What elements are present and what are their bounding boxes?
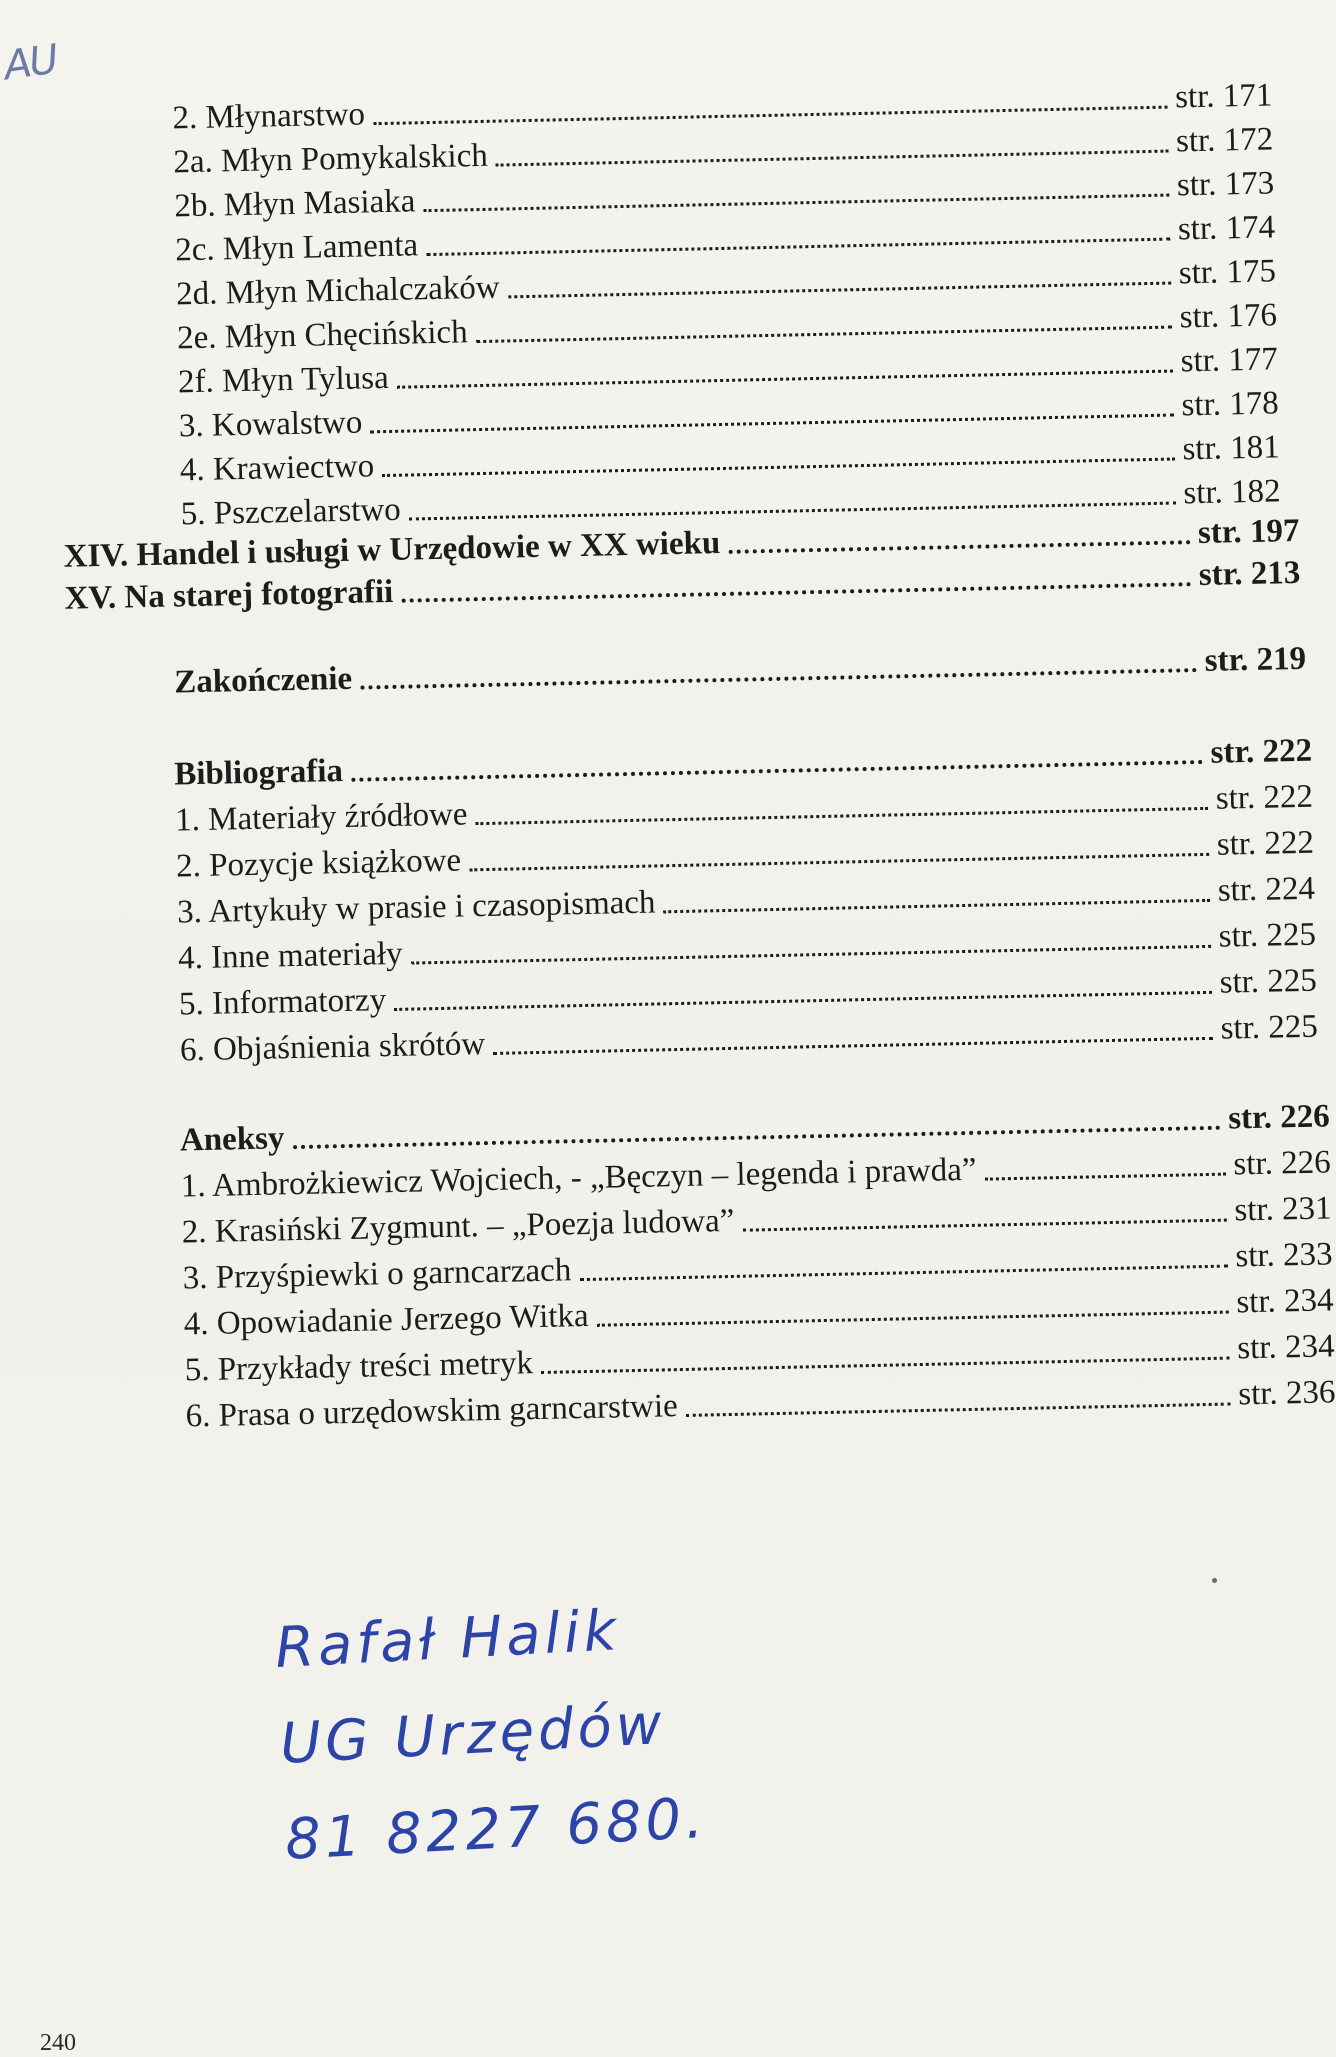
toc-entry-label: Zakończenie [173, 660, 353, 701]
toc-entry-label: 2. Krasiński Zygmunt. – „Poezja ludowa” [181, 1202, 735, 1251]
toc-entry-label: Bibliografia [173, 752, 344, 793]
toc-entry-label: 2. Młynarstwo [172, 96, 366, 137]
toc-entry-label: XV. Na starej fotografii [64, 573, 394, 617]
toc-entry-page: str. 233 [1235, 1236, 1333, 1275]
toc-entry-label: 5. Przykłady treści metryk [184, 1345, 534, 1389]
toc-entry-page: str. 231 [1234, 1190, 1332, 1229]
toc-entry-label: 1. Materiały źródłowe [174, 796, 468, 839]
dot-leader [664, 899, 1210, 913]
dot-leader [351, 760, 1203, 782]
toc-entry-page: str. 172 [1175, 121, 1274, 160]
dot-leader [743, 1219, 1227, 1232]
toc-entry-page: str. 234 [1236, 1328, 1335, 1367]
toc-entry-page: str. 222 [1210, 732, 1313, 771]
dot-leader [579, 1265, 1227, 1282]
toc-entry-label: 3. Przyśpiewki o garncarzach [182, 1252, 572, 1297]
dot-leader [728, 540, 1190, 554]
toc-entry-page: str. 174 [1177, 209, 1276, 248]
toc-entry-page: str. 226 [1227, 1098, 1331, 1137]
dot-leader [360, 668, 1197, 690]
toc-entry-page: str. 225 [1220, 1008, 1319, 1047]
dot-leader [469, 853, 1209, 871]
dot-leader [394, 991, 1212, 1011]
dot-leader [597, 1311, 1229, 1327]
toc-entry-label: XIV. Handel i usługi w Urzędowie w XX wieku [63, 525, 721, 575]
page-number: 240 [40, 2030, 76, 2056]
toc-entry-page: str. 219 [1204, 640, 1307, 679]
dot-leader [293, 1126, 1221, 1149]
dot-leader [373, 106, 1167, 126]
toc-entry-page: str. 173 [1176, 165, 1275, 204]
dot-leader [476, 807, 1208, 825]
dot-leader [476, 326, 1172, 344]
toc-entry-page: str. 226 [1233, 1144, 1332, 1183]
toc-entry-page: str. 171 [1174, 77, 1273, 116]
toc-entry-page: str. 224 [1217, 870, 1316, 909]
dot-leader [541, 1357, 1229, 1374]
dot-leader [397, 370, 1173, 389]
toc-entry-page: str. 234 [1235, 1282, 1334, 1321]
handwritten-office: UG Urzędów [278, 1691, 668, 1778]
dot-leader [508, 282, 1171, 299]
dot-leader [424, 194, 1170, 213]
toc-entry-page: str. 182 [1183, 473, 1281, 512]
toc-entry-label: 2f. Młyn Tylusa [177, 359, 390, 401]
toc-entry-page: str. 222 [1216, 824, 1315, 863]
toc-entry-label: 2c. Młyn Lamenta [174, 227, 419, 269]
toc-entry-page: str. 177 [1180, 341, 1279, 380]
dot-leader [686, 1403, 1231, 1417]
toc-entry-page: str. 222 [1215, 778, 1314, 817]
toc-entry-label: 2. Pozycje książkowe [175, 842, 462, 885]
toc-entry-label: 4. Inne materiały [177, 935, 403, 977]
toc-entry-label: 4. Opowiadanie Jerzego Witka [183, 1297, 590, 1343]
toc-entry-page: str. 176 [1179, 297, 1278, 336]
handwritten-name: Rafał Halik [273, 1598, 622, 1682]
toc-entry-label: Aneksy [179, 1120, 285, 1159]
dot-leader [426, 238, 1170, 257]
toc-entry-label: 3. Kowalstwo [178, 404, 363, 445]
toc-entry-label: 5. Informatorzy [178, 982, 387, 1023]
dot-leader [401, 582, 1191, 603]
toc-entry-label: 2e. Młyn Chęcińskich [176, 314, 468, 357]
toc-entry-label: 2a. Młyn Pomykalskich [173, 137, 489, 181]
toc-entry-label: 2b. Młyn Masiaka [173, 183, 416, 225]
toc-entry-label: 3. Artykuły w prasie i czasopismach [176, 884, 656, 931]
toc-entry-page: str. 175 [1178, 253, 1277, 292]
paper-speck [1212, 1578, 1217, 1583]
toc-section-entry [174, 639, 1307, 703]
toc-entry-page: str. 197 [1197, 512, 1300, 552]
toc-entry-label: 5. Pszczelarstwo [180, 491, 402, 533]
corner-handwritten-mark: AU [1, 36, 60, 90]
toc-entry-page: str. 225 [1218, 916, 1317, 955]
toc-entry-page: str. 181 [1182, 429, 1281, 468]
toc-entry-page: str. 225 [1219, 962, 1318, 1001]
toc-entry-label: 6. Prasa o urzędowskim garncarstwie [185, 1388, 679, 1435]
toc-entry-label: 6. Objaśnienia skrótów [179, 1026, 486, 1069]
dot-leader [493, 1037, 1213, 1055]
handwritten-phone: 81 8227 680. [283, 1785, 709, 1873]
dot-leader [411, 945, 1211, 965]
dot-leader [382, 458, 1174, 478]
toc-entry-label: 1. Ambrożkiewicz Wojciech, - „Bęczyn – legenda i prawda” [180, 1151, 977, 1205]
dot-leader [370, 414, 1173, 434]
toc-entry-label: 4. Krawiectwo [179, 448, 375, 489]
toc-entry-page: str. 236 [1237, 1374, 1336, 1413]
handwritten-note [273, 1579, 710, 1889]
toc-entry-page: str. 213 [1198, 554, 1301, 594]
dot-leader [985, 1173, 1226, 1181]
toc-entry-label: 2d. Młyn Michalczaków [175, 269, 501, 313]
dot-leader [496, 150, 1168, 167]
toc-entry-page: str. 178 [1181, 385, 1280, 424]
